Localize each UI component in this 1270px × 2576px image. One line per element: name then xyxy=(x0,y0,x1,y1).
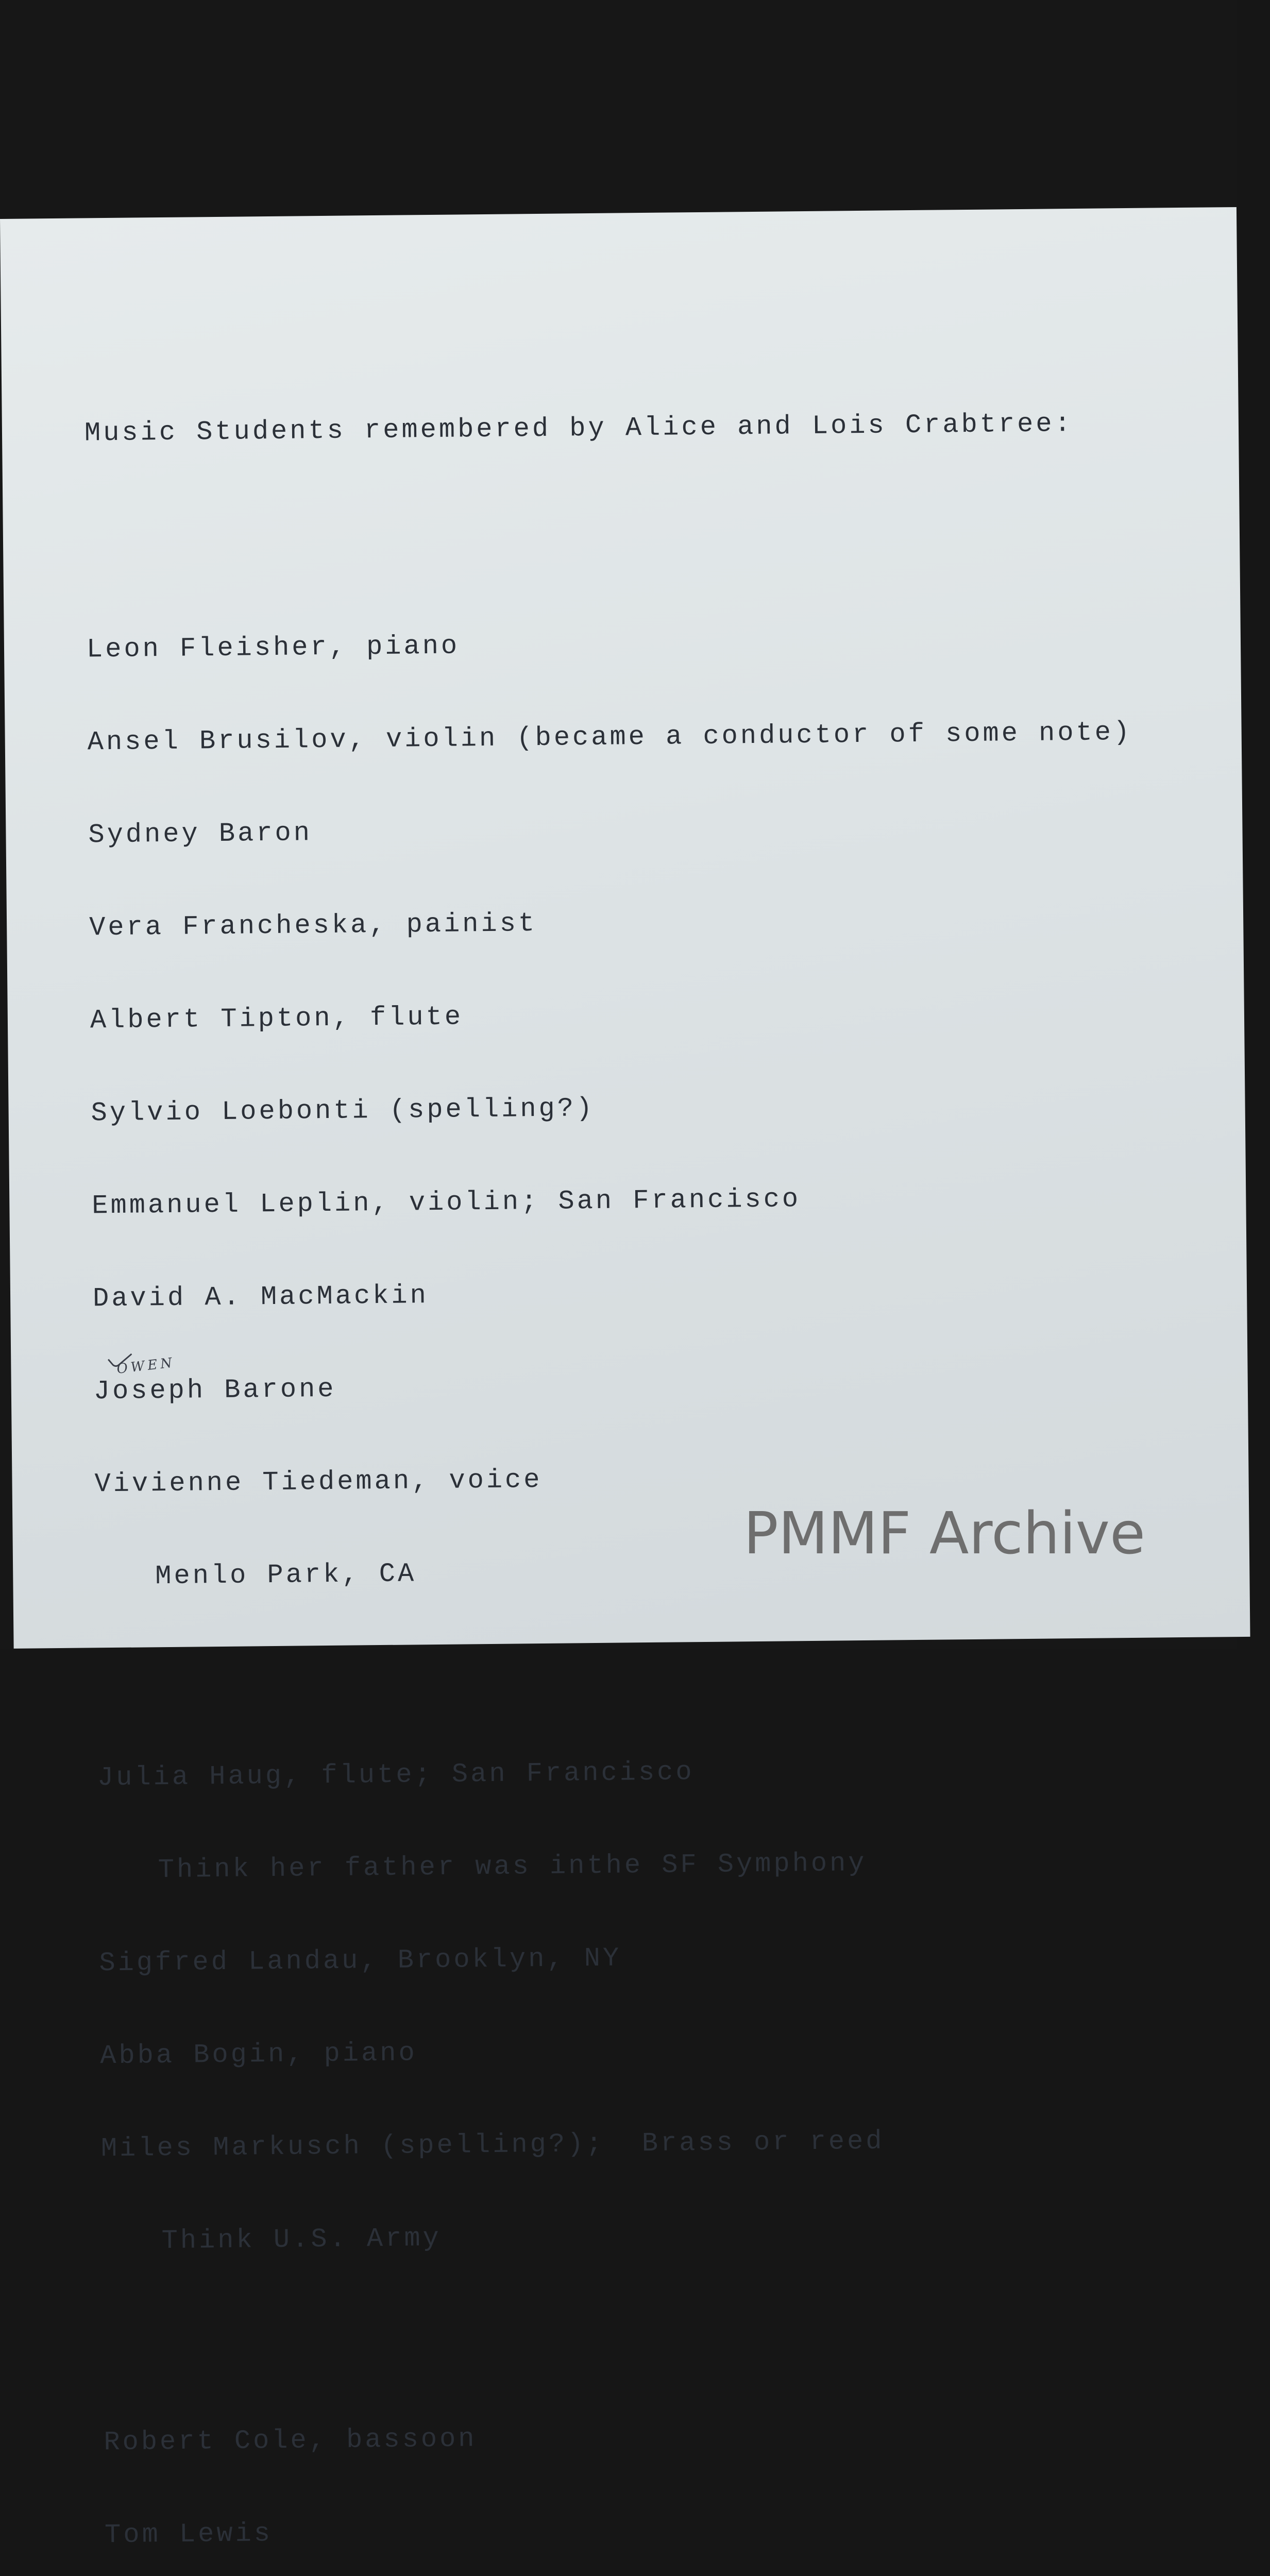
typed-page xyxy=(0,207,1250,2551)
archive-watermark: PMMF Archive xyxy=(743,1500,1145,1567)
list-item: David A. MacMackin xyxy=(92,1280,429,1314)
list-item: Joseph Barone xyxy=(93,1374,336,1407)
spacer xyxy=(103,2308,1257,2335)
spacer xyxy=(85,500,1239,541)
list-item: Ansel Brusilov, violin (became a conductor of some note) xyxy=(87,717,1132,758)
handwritten-correction: OWEN xyxy=(116,1354,176,1377)
list-item: Julia Haug, flute; San Francisco xyxy=(97,1757,695,1793)
list-item: Vera Francheska, painist xyxy=(89,908,537,943)
list-item-note: Menlo Park, CA xyxy=(155,1558,417,1592)
list-item: Vivienne Tiedeman, voice xyxy=(94,1465,543,1500)
typed-text-block xyxy=(84,345,1270,2576)
list-item-note: Think U.S. Army xyxy=(161,2223,442,2257)
page-title: Music Students remembered by Alice and Lois Crabtree: xyxy=(84,409,1074,449)
list-item-note: Think her father was inthe SF Symphony xyxy=(158,1848,867,1886)
list-item: Sylvio Loebonti (spelling?) xyxy=(91,1093,595,1129)
list-item: Miles Markusch (spelling?); Brass or reed xyxy=(100,2126,885,2164)
list-item: Tom Lewis xyxy=(104,2518,273,2551)
list-item: Abba Bogin, piano xyxy=(99,2038,417,2072)
spacer xyxy=(96,1643,1250,1670)
list-item: Albert Tipton, flute xyxy=(90,1002,464,1036)
list-item: Sigfred Landau, Brooklyn, NY xyxy=(99,1943,622,1979)
list-item: Robert Cole, bassoon xyxy=(104,2424,477,2458)
list-item: Sydney Baron xyxy=(88,818,313,851)
list-item: Emmanuel Leplin, violin; San Francisco xyxy=(92,1184,801,1222)
list-item: Leon Fleisher, piano xyxy=(86,631,460,665)
